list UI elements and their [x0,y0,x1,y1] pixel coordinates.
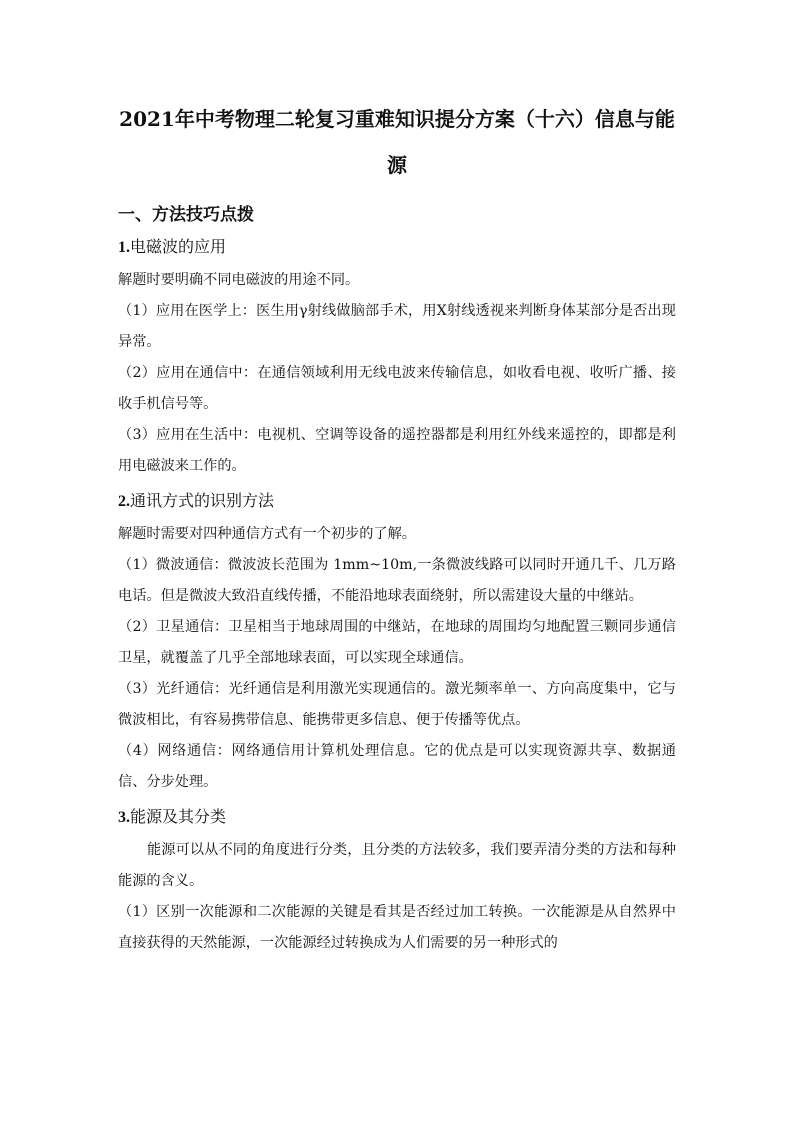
document-title: 2021年中考物理二轮复习重难知识提分方案（十六）信息与能源 [119,107,675,177]
subsection-energy-classification [118,806,676,959]
subsection-heading [118,490,676,513]
subsection-title: 电磁波的应用 [130,237,227,256]
section-heading-methods: 一、方法技巧点拨 [118,205,254,225]
paragraph: 解题时要明确不同电磁波的用途不同。 [118,272,360,288]
subsection-title: 通讯方式的识别方法 [130,491,275,510]
paragraph: （2）卫星通信：卫星相当于地球周围的中继站，在地球的周围均匀地配置三颗同步通信卫星，就覆盖了几乎全部地球表面，可以实现全球通信。 [118,619,676,666]
subsection-number: 1. [118,239,130,256]
subsection-communication-methods [118,490,676,798]
paragraph: （1）应用在医学上：医生用γ射线做脑部手术，用X射线透视来判断身体某部分是否出现异常。 [118,303,676,350]
subsection-title: 能源及其分类 [130,807,227,826]
subsection-number: 3. [118,809,130,826]
subsection-heading [118,236,676,259]
paragraph: （1）区别一次能源和二次能源的关键是看其是否经过加工转换。一次能源是从自然界中直接获得的天然能源，一次能源经过转换成为人们需要的另一种形式的 [118,904,676,951]
subsection-heading [118,806,676,829]
paragraph: （2）应用在通信中：在通信领域利用无线电波来传输信息，如收看电视、收听广播、接收手机信号等。 [118,365,676,412]
document-page [118,96,676,959]
paragraph: 解题时需要对四种通信方式有一个初步的了解。 [118,526,416,542]
paragraph-intro: 能源可以从不同的角度进行分类，且分类的方法较多，我们要弄清分类的方法和每种能源的含义。 [118,842,676,889]
paragraph: （1）微波通信：微波波长范围为 1mm~10m,一条微波线路可以同时开通几千、几万路电话。但是微波大致沿直线传播，不能沿地球表面绕射，所以需建设大量的中继站。 [118,557,676,604]
subsection-number: 2. [118,493,130,510]
paragraph: （3）应用在生活中：电视机、空调等设备的遥控器都是利用红外线来遥控的，即都是利用电磁波来工作的。 [118,427,676,474]
subsection-electromagnetic-waves [118,236,676,482]
paragraph: （4）网络通信：网络通信用计算机处理信息。它的优点是可以实现资源共享、数据通信、分步处理。 [118,743,676,790]
paragraph: （3）光纤通信：光纤通信是利用激光实现通信的。激光频率单一、方向高度集中，它与微波相比，有容易携带信息、能携带更多信息、便于传播等优点。 [118,681,676,728]
